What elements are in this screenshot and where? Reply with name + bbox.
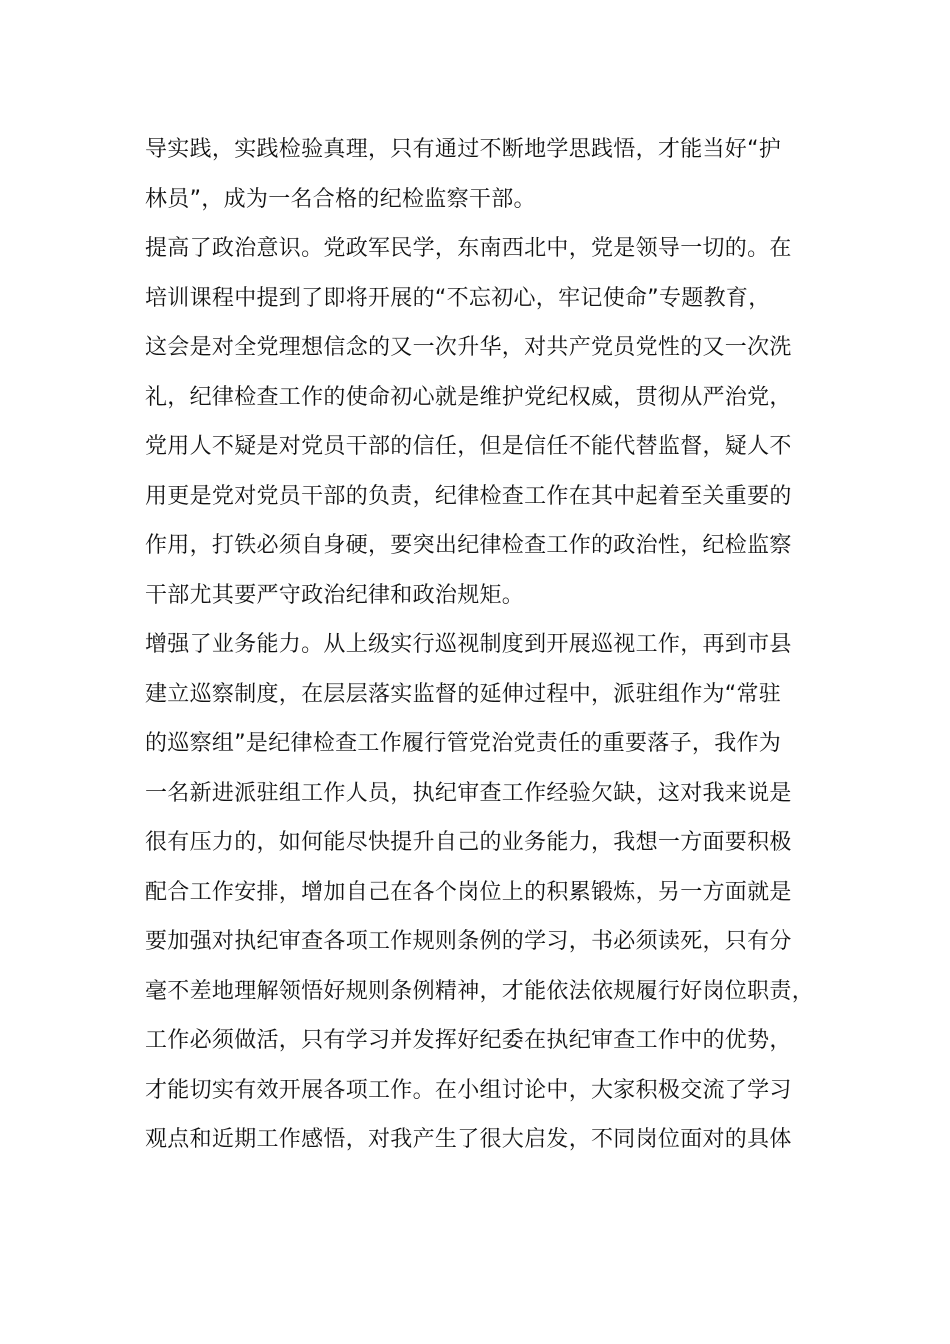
paragraph-3 bbox=[145, 625, 815, 1170]
text-line: 要加强对执纪审查各项工作规则条例的学习，书必须读死，只有分 bbox=[145, 929, 792, 954]
text-line: 毫不差地理解领悟好规则条例精神，才能依法依规履行好岗位职责， bbox=[145, 978, 815, 1004]
text-line: 导实践，实践检验真理，只有通过不断地学思践悟，才能当好“护 bbox=[145, 137, 782, 162]
text-line: 一名新进派驻组工作人员，执纪审查工作经验欠缺，这对我来说是 bbox=[145, 780, 792, 806]
text-line: 培训课程中提到了即将开展的“不忘初心，牢记使命”专题教育， bbox=[145, 285, 771, 311]
text-line: 这会是对全党理想信念的又一次升华，对共产党员党性的又一次洗 bbox=[145, 335, 792, 360]
text-line: 作用，打铁必须自身硬，要突出纪律检查工作的政治性，纪检监察 bbox=[145, 533, 792, 558]
text-line: 才能切实有效开展各项工作。在小组讨论中，大家积极交流了学习 bbox=[145, 1077, 792, 1103]
paragraph-2 bbox=[145, 229, 815, 625]
text-line: 很有压力的，如何能尽快提升自己的业务能力，我想一方面要积极 bbox=[145, 830, 792, 855]
text-line: 观点和近期工作感悟，对我产生了很大启发，不同岗位面对的具体 bbox=[145, 1127, 792, 1152]
paragraph-1 bbox=[145, 130, 815, 229]
text-line: 工作必须做活，只有学习并发挥好纪委在执纪审查工作中的优势， bbox=[145, 1028, 792, 1053]
text-line: 的巡察组”是纪律检查工作履行管党治党责任的重要落子，我作为 bbox=[145, 731, 782, 756]
text-line: 干部尤其要严守政治纪律和政治规矩。 bbox=[145, 582, 525, 608]
text-line: 增强了业务能力。从上级实行巡视制度到开展巡视工作，再到市县 bbox=[145, 632, 792, 657]
text-line: 礼，纪律检查工作的使命初心就是维护党纪权威，贯彻从严治党， bbox=[145, 384, 792, 410]
text-line: 提高了政治意识。党政军民学，东南西北中，党是领导一切的。在 bbox=[145, 236, 792, 261]
text-line: 党用人不疑是对党员干部的信任，但是信任不能代替监督，疑人不 bbox=[145, 434, 792, 459]
text-line: 林员”，成为一名合格的纪检监察干部。 bbox=[145, 186, 536, 212]
text-line: 用更是党对党员干部的负责，纪律检查工作在其中起着至关重要的 bbox=[145, 483, 792, 509]
text-line: 建立巡察制度，在层层落实监督的延伸过程中，派驻组作为“常驻 bbox=[145, 681, 782, 707]
document-body bbox=[145, 130, 815, 1170]
text-line: 配合工作安排，增加自己在各个岗位上的积累锻炼，另一方面就是 bbox=[145, 879, 792, 905]
